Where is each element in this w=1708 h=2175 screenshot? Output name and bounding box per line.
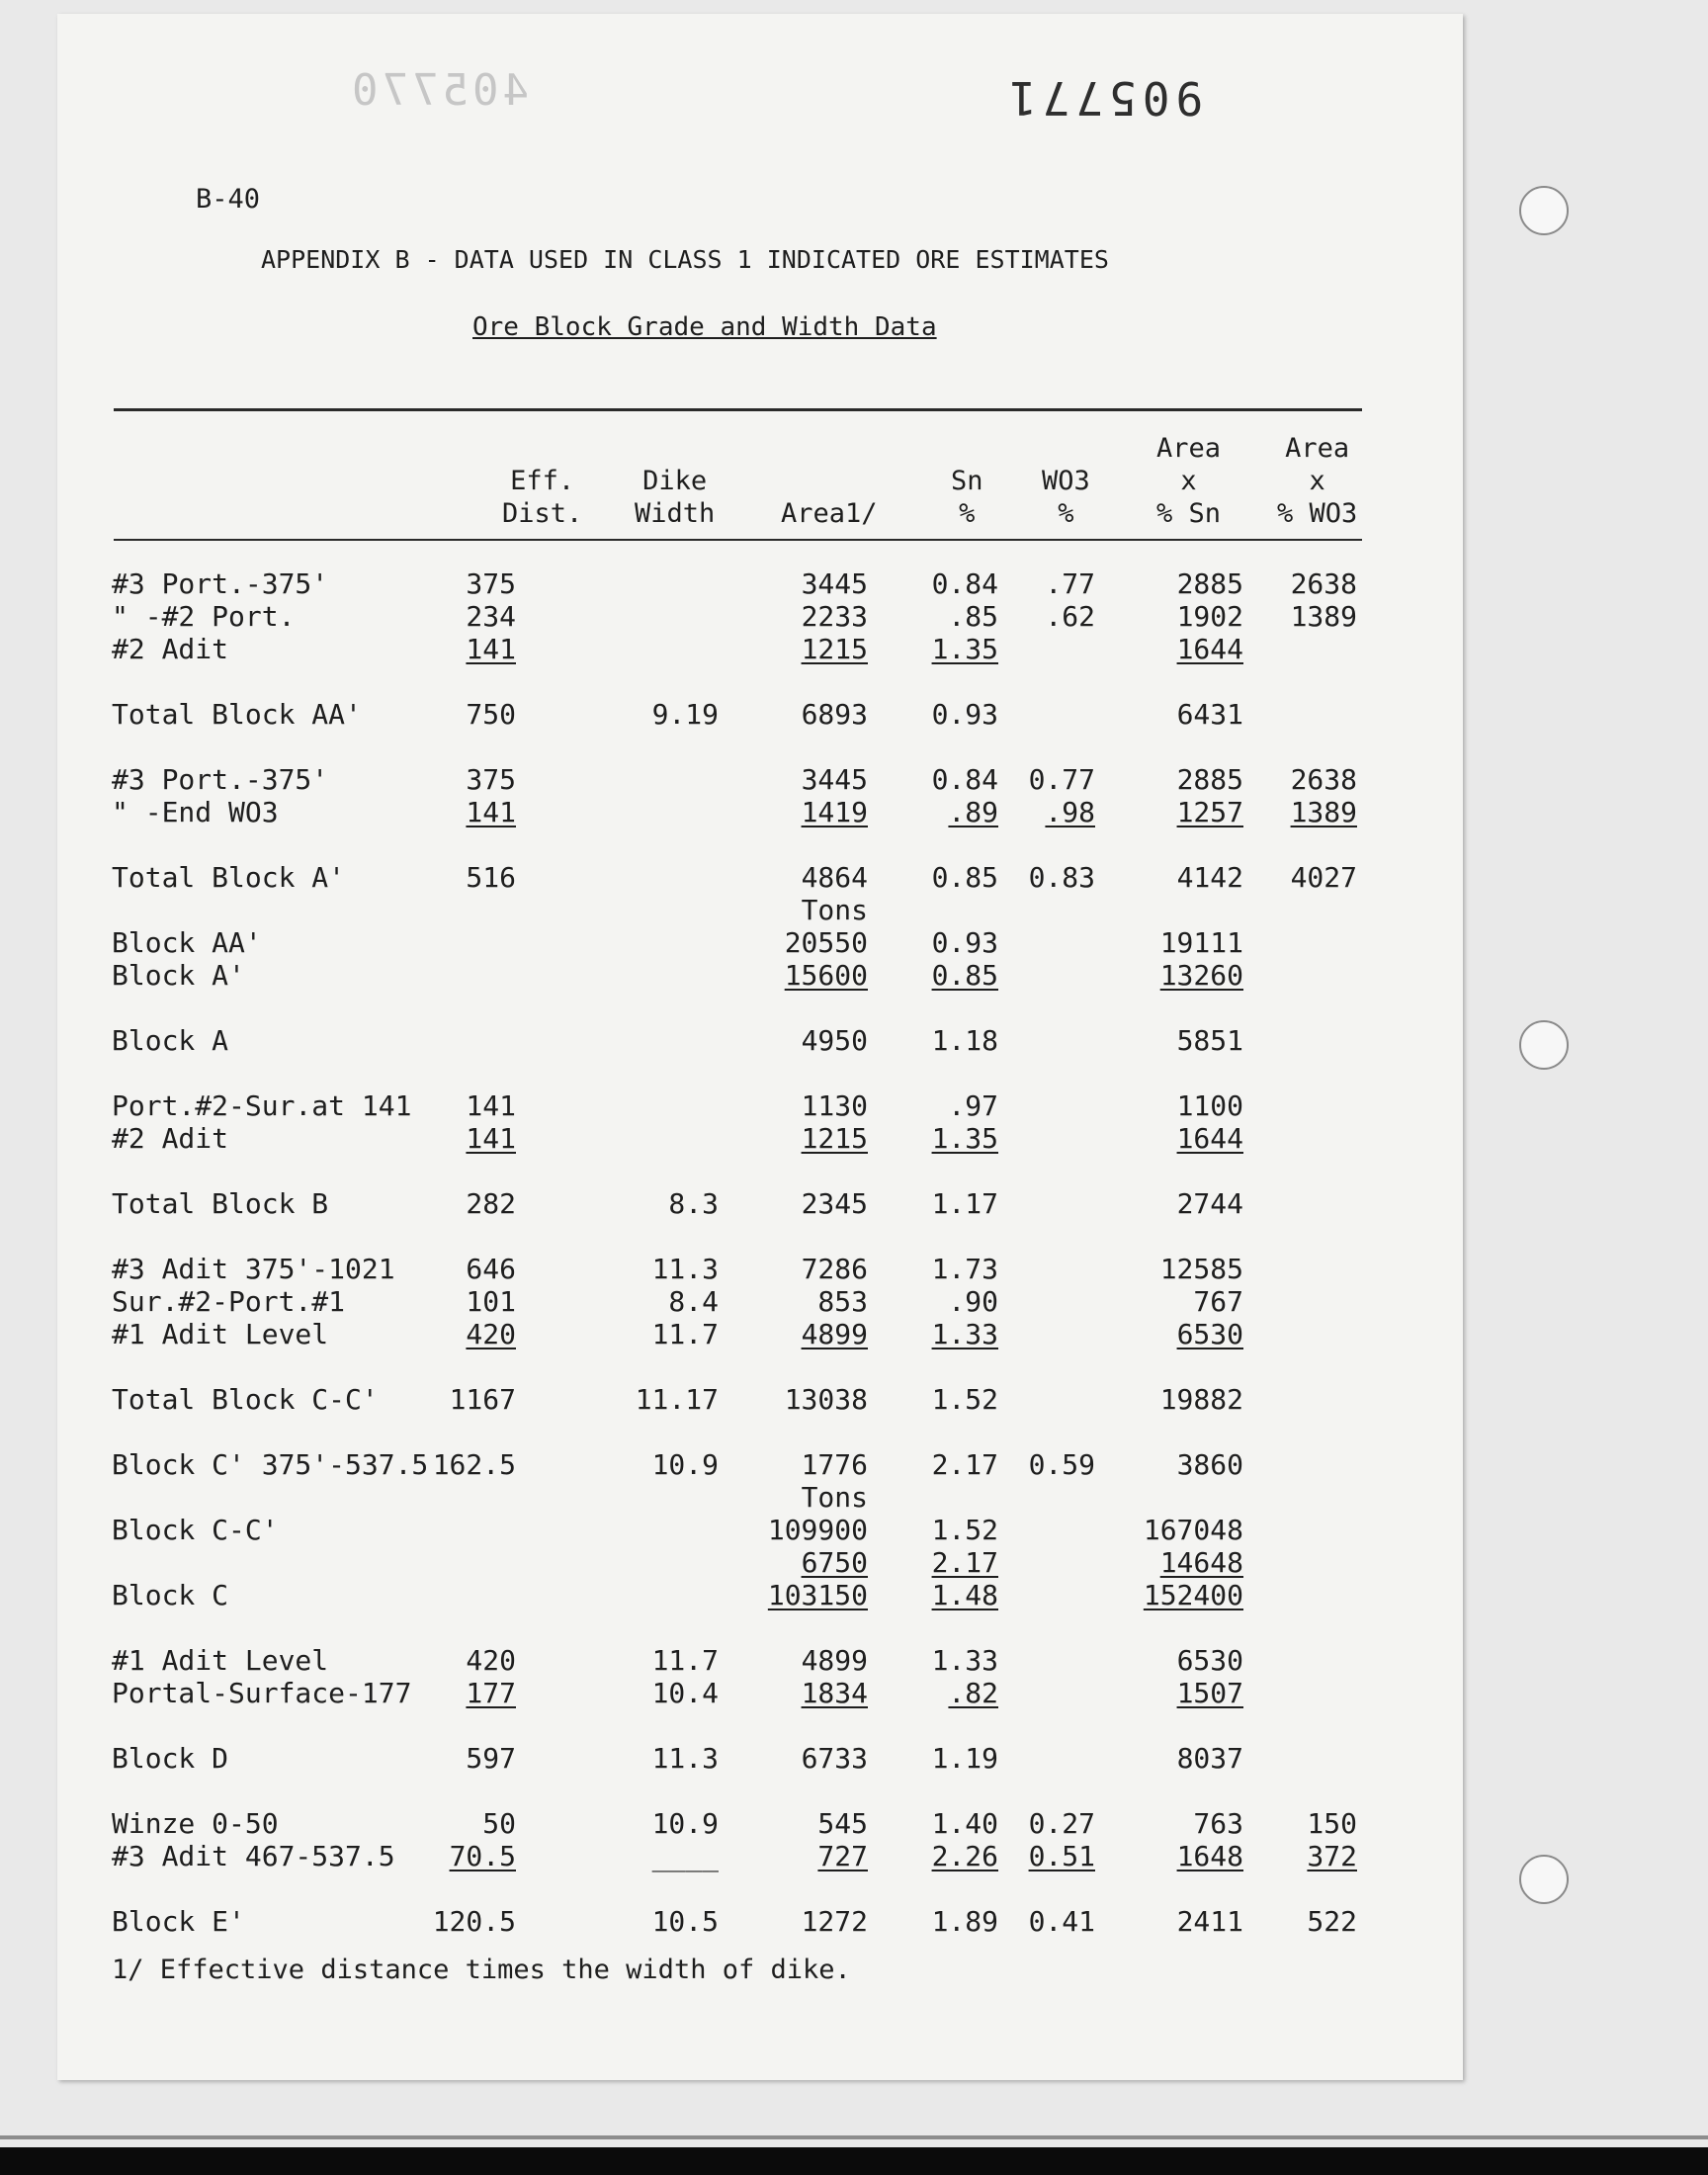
area-sn-cell: 3860 (1176, 1448, 1243, 1481)
eff-dist-cell: 141 (466, 633, 516, 665)
sn-cell: 0.84 (931, 567, 998, 600)
area-cell: 1419 (801, 796, 868, 828)
row-label: Block A' (112, 959, 245, 992)
area-sn-cell: 763 (1193, 1807, 1243, 1840)
header-eff-dist: Eff. Dist. (502, 466, 583, 529)
dike-width-cell: 11.7 (651, 1644, 719, 1677)
area-sn-cell: 1644 (1176, 633, 1243, 665)
row-label: Block D (112, 1742, 229, 1775)
area-cell: 4899 (801, 1318, 868, 1350)
area-cell: Tons (801, 894, 868, 926)
sn-cell: 2.17 (931, 1448, 998, 1481)
area-cell: 7286 (801, 1253, 868, 1285)
row-label: Total Block A' (112, 861, 346, 894)
sn-cell: 1.52 (931, 1383, 998, 1416)
sn-cell: 0.85 (931, 959, 998, 992)
area-sn-cell: 8037 (1176, 1742, 1243, 1775)
header-rule (114, 539, 1362, 541)
sn-cell: 1.18 (931, 1024, 998, 1057)
area-cell: 3445 (801, 763, 868, 796)
area-cell: 4864 (801, 861, 868, 894)
sn-cell: .82 (948, 1677, 998, 1709)
area-cell: 15600 (784, 959, 868, 992)
eff-dist-cell: 234 (466, 600, 516, 633)
row-label: #1 Adit Level (112, 1644, 329, 1677)
wo3-cell: .98 (1045, 796, 1095, 828)
sn-cell: 1.35 (931, 1122, 998, 1155)
area-wo3-cell: 1389 (1290, 600, 1357, 633)
area-cell: 20550 (784, 926, 868, 959)
row-label: #3 Adit 375'-1021 (112, 1253, 395, 1285)
punch-hole (1519, 1020, 1569, 1070)
area-cell: 853 (817, 1285, 868, 1318)
area-wo3-cell: 522 (1307, 1905, 1357, 1938)
sn-cell: .89 (948, 796, 998, 828)
eff-dist-cell: 375 (466, 567, 516, 600)
dike-width-cell: 10.9 (651, 1807, 719, 1840)
area-sn-cell: 1100 (1176, 1089, 1243, 1122)
area-cell: 4950 (801, 1024, 868, 1057)
area-sn-cell: 1507 (1176, 1677, 1243, 1709)
area-cell: 2345 (801, 1187, 868, 1220)
dike-width-cell: ____ (651, 1840, 719, 1872)
eff-dist-cell: 282 (466, 1187, 516, 1220)
faint-stamp-number: 405770 (348, 65, 529, 116)
row-label: Total Block B (112, 1187, 329, 1220)
area-cell: 109900 (767, 1514, 868, 1546)
sn-cell: 1.19 (931, 1742, 998, 1775)
area-sn-cell: 1257 (1176, 796, 1243, 828)
wo3-cell: .62 (1045, 600, 1095, 633)
area-sn-cell: 19882 (1159, 1383, 1243, 1416)
area-cell: Tons (801, 1481, 868, 1514)
top-rule (114, 408, 1362, 411)
row-label: Sur.#2-Port.#1 (112, 1285, 346, 1318)
header-area: Area1/ (781, 498, 878, 529)
area-cell: 6733 (801, 1742, 868, 1775)
area-wo3-cell: 372 (1307, 1840, 1357, 1872)
row-label: #2 Adit (112, 1122, 229, 1155)
sn-cell: .90 (948, 1285, 998, 1318)
area-sn-cell: 6431 (1176, 698, 1243, 731)
row-label: #2 Adit (112, 633, 229, 665)
row-label: Total Block AA' (112, 698, 362, 731)
dike-width-cell: 8.3 (668, 1187, 719, 1220)
row-label: Block E' (112, 1905, 245, 1938)
punch-hole (1519, 186, 1569, 235)
row-label: Port.#2-Sur.at 141 (112, 1089, 412, 1122)
dike-width-cell: 8.4 (668, 1285, 719, 1318)
eff-dist-cell: 162.5 (432, 1448, 516, 1481)
row-label: " -End WO3 (112, 796, 279, 828)
stamp-number: 905771 (1003, 71, 1204, 125)
sn-cell: 1.33 (931, 1644, 998, 1677)
row-label: Block A (112, 1024, 229, 1057)
area-cell: 1130 (801, 1089, 868, 1122)
eff-dist-cell: 50 (482, 1807, 516, 1840)
sn-cell: 0.84 (931, 763, 998, 796)
eff-dist-cell: 177 (466, 1677, 516, 1709)
area-sn-cell: 2885 (1176, 567, 1243, 600)
header-dike-width: Dike Width (635, 466, 716, 529)
eff-dist-cell: 120.5 (432, 1905, 516, 1938)
eff-dist-cell: 420 (466, 1644, 516, 1677)
sn-cell: 2.26 (931, 1840, 998, 1872)
dike-width-cell: 11.7 (651, 1318, 719, 1350)
sn-cell: 1.73 (931, 1253, 998, 1285)
wo3-cell: 0.77 (1028, 763, 1095, 796)
area-sn-cell: 6530 (1176, 1318, 1243, 1350)
area-sn-cell: 4142 (1176, 861, 1243, 894)
header-sn-pct: Sn % (951, 466, 983, 529)
area-sn-cell: 13260 (1159, 959, 1243, 992)
header-wo3-pct: WO3 % (1042, 466, 1090, 529)
sn-cell: 1.17 (931, 1187, 998, 1220)
dike-width-cell: 11.3 (651, 1742, 719, 1775)
area-cell: 13038 (784, 1383, 868, 1416)
wo3-cell: 0.51 (1028, 1840, 1095, 1872)
dike-width-cell: 10.5 (651, 1905, 719, 1938)
dike-width-cell: 9.19 (651, 698, 719, 731)
area-cell: 103150 (767, 1579, 868, 1611)
area-cell: 6893 (801, 698, 868, 731)
row-label: #1 Adit Level (112, 1318, 329, 1350)
area-sn-cell: 14648 (1159, 1546, 1243, 1579)
eff-dist-cell: 141 (466, 1122, 516, 1155)
sn-cell: 0.93 (931, 698, 998, 731)
area-sn-cell: 167048 (1143, 1514, 1243, 1546)
area-cell: 1272 (801, 1905, 868, 1938)
row-label: #3 Adit 467-537.5 (112, 1840, 395, 1872)
area-sn-cell: 6530 (1176, 1644, 1243, 1677)
sn-cell: 2.17 (931, 1546, 998, 1579)
row-label: Block AA' (112, 926, 262, 959)
area-sn-cell: 5851 (1176, 1024, 1243, 1057)
area-sn-cell: 152400 (1143, 1579, 1243, 1611)
eff-dist-cell: 646 (466, 1253, 516, 1285)
area-cell: 2233 (801, 600, 868, 633)
sn-cell: 1.33 (931, 1318, 998, 1350)
area-sn-cell: 767 (1193, 1285, 1243, 1318)
wo3-cell: 0.41 (1028, 1905, 1095, 1938)
eff-dist-cell: 141 (466, 796, 516, 828)
area-cell: 1215 (801, 633, 868, 665)
eff-dist-cell: 597 (466, 1742, 516, 1775)
wo3-cell: .77 (1045, 567, 1095, 600)
row-label: Total Block C-C' (112, 1383, 379, 1416)
row-label: " -#2 Port. (112, 600, 296, 633)
area-sn-cell: 2744 (1176, 1187, 1243, 1220)
area-sn-cell: 12585 (1159, 1253, 1243, 1285)
area-sn-cell: 2885 (1176, 763, 1243, 796)
area-cell: 1776 (801, 1448, 868, 1481)
scan-border (0, 2147, 1708, 2175)
area-sn-cell: 1644 (1176, 1122, 1243, 1155)
area-wo3-cell: 2638 (1290, 763, 1357, 796)
dike-width-cell: 10.4 (651, 1677, 719, 1709)
area-wo3-cell: 1389 (1290, 796, 1357, 828)
page-title: APPENDIX B - DATA USED IN CLASS 1 INDICATED ORE ESTIMATES (261, 245, 1109, 274)
eff-dist-cell: 375 (466, 763, 516, 796)
row-label: Block C' 375'-537.5 (112, 1448, 429, 1481)
sn-cell: 1.89 (931, 1905, 998, 1938)
footnote: 1/ Effective distance times the width of dike. (112, 1955, 851, 1985)
scan-edge (0, 2135, 1708, 2139)
area-cell: 727 (817, 1840, 868, 1872)
page-subtitle: Ore Block Grade and Width Data (472, 312, 937, 342)
area-wo3-cell: 150 (1307, 1807, 1357, 1840)
wo3-cell: 0.83 (1028, 861, 1095, 894)
sn-cell: .85 (948, 600, 998, 633)
row-label: Portal-Surface-177 (112, 1677, 412, 1709)
eff-dist-cell: 420 (466, 1318, 516, 1350)
sn-cell: 0.93 (931, 926, 998, 959)
page-number: B-40 (196, 184, 261, 215)
sn-cell: 1.35 (931, 633, 998, 665)
eff-dist-cell: 750 (466, 698, 516, 731)
area-sn-cell: 2411 (1176, 1905, 1243, 1938)
eff-dist-cell: 101 (466, 1285, 516, 1318)
eff-dist-cell: 70.5 (449, 1840, 516, 1872)
sn-cell: 0.85 (931, 861, 998, 894)
area-sn-cell: 1648 (1176, 1840, 1243, 1872)
sn-cell: 1.40 (931, 1807, 998, 1840)
row-label: #3 Port.-375' (112, 567, 329, 600)
wo3-cell: 0.59 (1028, 1448, 1095, 1481)
dike-width-cell: 10.9 (651, 1448, 719, 1481)
area-cell: 3445 (801, 567, 868, 600)
eff-dist-cell: 516 (466, 861, 516, 894)
eff-dist-cell: 1167 (449, 1383, 516, 1416)
area-wo3-cell: 2638 (1290, 567, 1357, 600)
area-sn-cell: 19111 (1159, 926, 1243, 959)
sn-cell: 1.48 (931, 1579, 998, 1611)
area-cell: 6750 (801, 1546, 868, 1579)
area-wo3-cell: 4027 (1290, 861, 1357, 894)
dike-width-cell: 11.3 (651, 1253, 719, 1285)
header-area-x-wo3: Area x % WO3 (1277, 433, 1358, 529)
row-label: Block C-C' (112, 1514, 279, 1546)
punch-hole (1519, 1855, 1569, 1904)
wo3-cell: 0.27 (1028, 1807, 1095, 1840)
row-label: Block C (112, 1579, 229, 1611)
eff-dist-cell: 141 (466, 1089, 516, 1122)
row-label: #3 Port.-375' (112, 763, 329, 796)
area-cell: 1834 (801, 1677, 868, 1709)
area-cell: 1215 (801, 1122, 868, 1155)
dike-width-cell: 11.17 (635, 1383, 719, 1416)
sn-cell: .97 (948, 1089, 998, 1122)
sn-cell: 1.52 (931, 1514, 998, 1546)
row-label: Winze 0-50 (112, 1807, 279, 1840)
area-sn-cell: 1902 (1176, 600, 1243, 633)
area-cell: 545 (817, 1807, 868, 1840)
header-area-x-sn: Area x % Sn (1156, 433, 1222, 529)
area-cell: 4899 (801, 1644, 868, 1677)
